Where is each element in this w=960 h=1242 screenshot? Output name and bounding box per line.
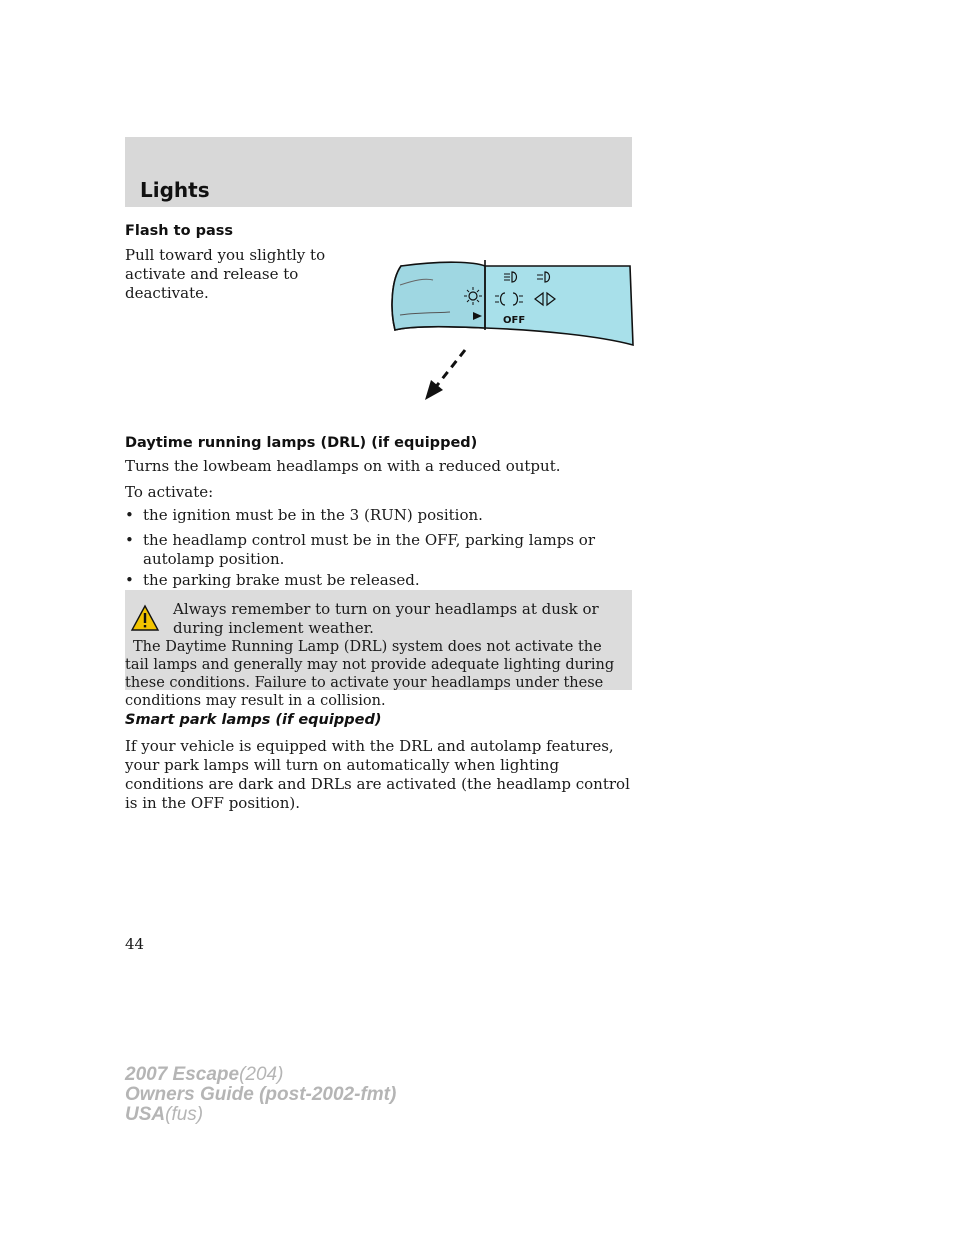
smart-park-body: If your vehicle is equipped with the DRL and autolamp features, your park lamps will turn on automatically when lighting conditions are dark and DRLs are activated (the headlamp control is in the OFF position).	[125, 737, 630, 812]
drl-bullet-1: the ignition must be in the 3 (RUN) position.	[143, 506, 483, 524]
warning-body: The Daytime Running Lamp (DRL) system does not activate the tail lamps and generally may not provide adequate lighting during these conditions. Failure to activate your headlamps under these conditions may result in a collision.	[125, 639, 615, 709]
off-label: OFF	[503, 315, 526, 326]
page-number: 44	[125, 935, 145, 953]
pull-direction-arrow	[435, 350, 465, 388]
bullet-marker: •	[125, 506, 134, 524]
bullet-marker: •	[125, 571, 134, 589]
drl-intro: Turns the lowbeam headlamps on with a reduced output.	[125, 457, 561, 475]
drl-bullet-3: the parking brake must be released.	[143, 571, 420, 589]
smart-park-heading: Smart park lamps (if equipped)	[125, 712, 382, 728]
bullet-marker: •	[125, 531, 134, 549]
footer-imprint	[125, 1065, 396, 1125]
footer-guide-title: Owners Guide (post-2002-fmt)	[125, 1084, 397, 1105]
warning-triangle-icon	[130, 604, 160, 632]
drl-heading: Daytime running lamps (DRL) (if equipped)	[125, 435, 478, 451]
stalk-end-cap	[392, 262, 485, 330]
flash-to-pass-heading: Flash to pass	[125, 223, 234, 239]
footer-market: USA	[125, 1104, 166, 1125]
footer-model: 2007 Escape	[125, 1064, 240, 1085]
drl-activate-label: To activate:	[125, 483, 214, 501]
flash-to-pass-body: Pull toward you slightly to activate and release to deactivate.	[125, 246, 326, 302]
footer-market-code: (fus)	[165, 1104, 204, 1125]
footer-model-code: (204)	[239, 1064, 284, 1085]
headlamp-stalk-figure	[385, 250, 635, 410]
section-title: Lights	[140, 178, 210, 202]
drl-bullet-2: the headlamp control must be in the OFF, parking lamps or autolamp position.	[143, 531, 595, 568]
warning-first-line: Always remember to turn on your headlamps at dusk or during inclement weather.	[173, 600, 599, 637]
